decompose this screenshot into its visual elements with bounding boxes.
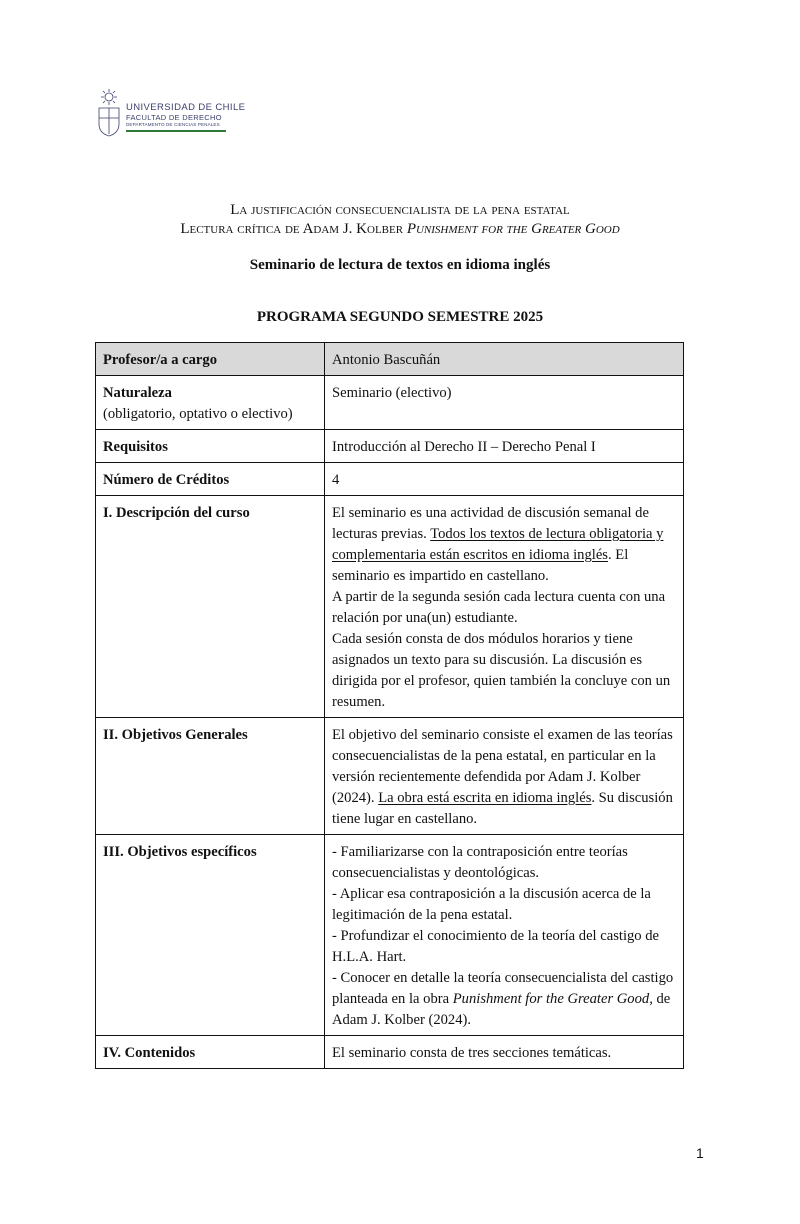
table-row — [96, 1036, 684, 1069]
logo-university: UNIVERSIDAD DE CHILE — [126, 102, 246, 113]
paragraph — [332, 587, 676, 629]
paragraph — [332, 350, 676, 371]
logo-bar — [126, 130, 226, 132]
text-segment: , de Adam J. Kolber (2024). — [332, 991, 671, 1028]
subtitle-prefix: Lectura crítica de Adam J. Kolber — [180, 221, 407, 237]
row-label-cell — [96, 430, 325, 463]
text-segment: El seminario consta de tres secciones temáticas. — [332, 1045, 612, 1061]
row-value-cell — [325, 376, 684, 430]
paragraph — [332, 437, 676, 458]
row-label-cell — [96, 463, 325, 496]
row-label: Requisitos — [103, 439, 168, 455]
underlined-text: Todos los textos de lectura obligatoria y complementaria están escritos en idioma inglés — [332, 526, 664, 563]
seminar-name: Seminario de lectura de textos en idioma inglés — [249, 257, 551, 273]
row-value-cell — [325, 718, 684, 835]
table-row — [96, 835, 684, 1036]
text-segment: 4 — [332, 472, 340, 488]
row-label-cell — [96, 376, 325, 430]
text-segment: Antonio Bascuñán — [332, 352, 441, 368]
text-segment: . El seminario es impartido en castellano. — [332, 547, 629, 584]
text-segment: Cada sesión consta de dos módulos horarios y tiene asignados un texto para su discusión. La discusión es dirigida por el profesor, quien también la concluye con un resumen. — [332, 631, 671, 710]
paragraph — [332, 383, 676, 404]
university-crest-icon — [96, 88, 122, 138]
row-sublabel: (obligatorio, optativo o electivo) — [103, 406, 293, 422]
underlined-text: La obra está escrita en idioma inglés — [378, 790, 592, 806]
row-value-cell — [325, 430, 684, 463]
row-label-cell — [96, 1036, 325, 1069]
book-title: Punishment for the Greater Good — [406, 221, 620, 237]
paragraph — [332, 968, 676, 1031]
row-label: I. Descripción del curso — [103, 505, 250, 521]
table-row — [96, 430, 684, 463]
paragraph — [332, 926, 676, 968]
paragraph — [332, 884, 676, 926]
paragraph — [332, 503, 676, 587]
row-value-cell — [325, 463, 684, 496]
paragraph — [332, 725, 676, 830]
row-label: Número de Créditos — [103, 472, 230, 488]
text-segment: - Aplicar esa contraposición a la discusión acerca de la legitimación de la pena estatal. — [332, 886, 651, 923]
text-segment: Introducción al Derecho II – Derecho Penal I — [332, 439, 596, 455]
paragraph — [332, 1043, 676, 1064]
row-label-cell — [96, 718, 325, 835]
page-number: 1 — [696, 1145, 704, 1161]
row-value-cell — [325, 496, 684, 718]
university-logo — [96, 88, 245, 138]
text-segment: A partir de la segunda sesión cada lectura cuenta con una relación por una(un) estudiante. — [332, 589, 666, 626]
row-value-cell — [325, 835, 684, 1036]
table-row — [96, 718, 684, 835]
document-title: La justificación consecuencialista de la pena estatal — [230, 202, 570, 218]
row-label: Naturaleza — [103, 385, 172, 401]
logo-department: DEPARTAMENTO DE CIENCIAS PENALES — [126, 122, 220, 127]
text-segment: El objetivo del seminario consiste el examen de las teorías consecuencialistas de la pena estatal, en particular en la versión recientemente defendida por Adam J. Kolber (2024). — [332, 727, 673, 806]
program-heading: PROGRAMA SEGUNDO SEMESTRE 2025 — [256, 309, 544, 325]
row-label-cell — [96, 343, 325, 376]
logo-faculty: FACULTAD DE DERECHO — [126, 113, 222, 122]
row-label: III. Objetivos específicos — [103, 844, 257, 860]
row-label: Profesor/a a cargo — [103, 352, 218, 368]
table-row — [96, 496, 684, 718]
row-label: II. Objetivos Generales — [103, 727, 248, 743]
course-info-table — [95, 342, 684, 1069]
row-value-cell — [325, 1036, 684, 1069]
row-value-cell — [325, 343, 684, 376]
paragraph — [332, 842, 676, 884]
text-segment: El seminario es una actividad de discusión semanal de lecturas previas. — [332, 505, 649, 542]
text-segment: - Familiarizarse con la contraposición entre teorías consecuencialistas y deontológicas. — [332, 844, 628, 881]
text-segment: . Su discusión tiene lugar en castellano. — [332, 790, 673, 827]
table-row — [96, 463, 684, 496]
italic-text: Punishment for the Greater Good — [452, 991, 650, 1007]
paragraph — [332, 629, 676, 713]
text-segment: - Profundizar el conocimiento de la teoría del castigo de H.L.A. Hart. — [332, 928, 660, 965]
document-subtitle — [0, 221, 800, 238]
text-segment: Seminario (electivo) — [332, 385, 452, 401]
table-row — [96, 376, 684, 430]
table-row — [96, 343, 684, 376]
paragraph — [332, 470, 676, 491]
row-label-cell — [96, 835, 325, 1036]
text-segment: - Conocer en detalle la teoría consecuencialista del castigo planteada en la obra — [332, 970, 674, 1007]
row-label: IV. Contenidos — [103, 1045, 196, 1061]
row-label-cell — [96, 496, 325, 718]
